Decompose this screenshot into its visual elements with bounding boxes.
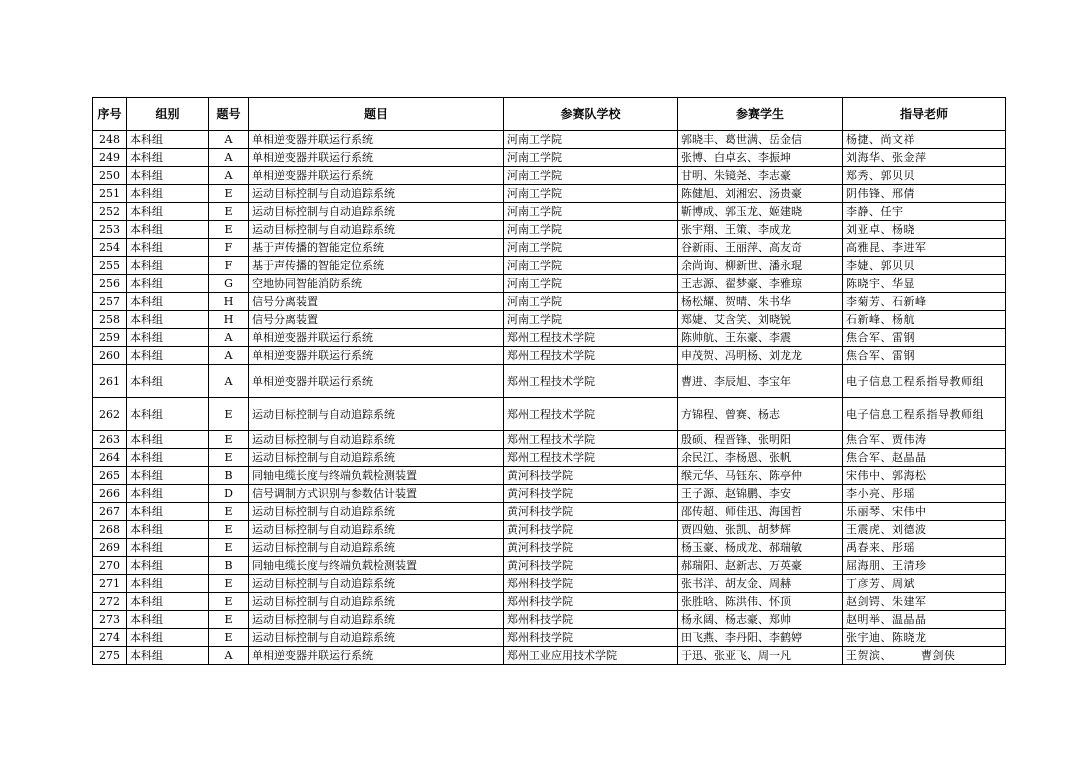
cell-topic: 单相逆变器并联运行系统 <box>249 647 504 665</box>
cell-advisors: 李小亮、彤瑶 <box>843 485 1006 503</box>
cell-advisors: 阴伟锋、邢倩 <box>843 185 1006 203</box>
cell-group: 本科组 <box>127 539 209 557</box>
table-body <box>93 131 1006 665</box>
cell-topic: 单相逆变器并联运行系统 <box>249 131 504 149</box>
cell-num: 270 <box>93 557 127 575</box>
cell-school: 黄河科技学院 <box>504 521 678 539</box>
cell-topic: 运动目标控制与自动追踪系统 <box>249 575 504 593</box>
cell-num: 260 <box>93 347 127 365</box>
table-row <box>93 293 1006 311</box>
cell-advisors: 李菊芳、石新峰 <box>843 293 1006 311</box>
cell-advisors: 禹春来、彤瑶 <box>843 539 1006 557</box>
cell-advisors: 李婕、郭贝贝 <box>843 257 1006 275</box>
cell-topic: 单相逆变器并联运行系统 <box>249 329 504 347</box>
header-students: 参赛学生 <box>678 98 843 131</box>
cell-num: 265 <box>93 467 127 485</box>
cell-group: 本科组 <box>127 221 209 239</box>
cell-num: 249 <box>93 149 127 167</box>
cell-group: 本科组 <box>127 431 209 449</box>
cell-topic: 信号调制方式识别与参数估计装置 <box>249 485 504 503</box>
cell-school: 黄河科技学院 <box>504 539 678 557</box>
cell-code: A <box>209 329 249 347</box>
header-advisors: 指导老师 <box>843 98 1006 131</box>
cell-students: 靳博成、郭玉龙、姬建晓 <box>678 203 843 221</box>
cell-advisors: 陈晓宇、华显 <box>843 275 1006 293</box>
cell-advisors: 郑秀、郭贝贝 <box>843 167 1006 185</box>
cell-topic: 运动目标控制与自动追踪系统 <box>249 521 504 539</box>
header-num: 序号 <box>93 98 127 131</box>
cell-num: 255 <box>93 257 127 275</box>
cell-topic: 单相逆变器并联运行系统 <box>249 167 504 185</box>
cell-group: 本科组 <box>127 575 209 593</box>
cell-group: 本科组 <box>127 557 209 575</box>
cell-group: 本科组 <box>127 347 209 365</box>
cell-students: 郑婕、艾含笑、刘晓锐 <box>678 311 843 329</box>
cell-advisors: 张宇迪、陈晓龙 <box>843 629 1006 647</box>
table-row <box>93 467 1006 485</box>
cell-group: 本科组 <box>127 311 209 329</box>
cell-topic: 信号分离装置 <box>249 293 504 311</box>
table-row <box>93 557 1006 575</box>
table-row <box>93 257 1006 275</box>
cell-group: 本科组 <box>127 398 209 431</box>
cell-advisors: 赵明举、温晶晶 <box>843 611 1006 629</box>
cell-students: 曹进、李辰旭、李宝年 <box>678 365 843 398</box>
cell-topic: 运动目标控制与自动追踪系统 <box>249 539 504 557</box>
cell-school: 郑州工程技术学院 <box>504 431 678 449</box>
cell-topic: 运动目标控制与自动追踪系统 <box>249 593 504 611</box>
cell-school: 河南工学院 <box>504 167 678 185</box>
cell-group: 本科组 <box>127 467 209 485</box>
cell-num: 254 <box>93 239 127 257</box>
table-row <box>93 575 1006 593</box>
cell-school: 郑州科技学院 <box>504 629 678 647</box>
cell-num: 250 <box>93 167 127 185</box>
cell-topic: 基于声传播的智能定位系统 <box>249 239 504 257</box>
cell-num: 269 <box>93 539 127 557</box>
cell-advisors: 电子信息工程系指导教师组 <box>843 398 1006 431</box>
table-row <box>93 449 1006 467</box>
cell-students: 郝瑞阳、赵新志、万英豪 <box>678 557 843 575</box>
cell-topic: 运动目标控制与自动追踪系统 <box>249 185 504 203</box>
cell-num: 258 <box>93 311 127 329</box>
cell-num: 273 <box>93 611 127 629</box>
cell-advisors: 高雅昆、李进军 <box>843 239 1006 257</box>
award-list-table <box>92 97 1006 665</box>
cell-students: 陈帅航、王东豪、李震 <box>678 329 843 347</box>
cell-topic: 同轴电缆长度与终端负载检测装置 <box>249 557 504 575</box>
header-school: 参赛队学校 <box>504 98 678 131</box>
cell-students: 甘明、朱镜尧、李志豪 <box>678 167 843 185</box>
cell-code: G <box>209 275 249 293</box>
cell-code: A <box>209 647 249 665</box>
cell-group: 本科组 <box>127 167 209 185</box>
cell-school: 郑州工程技术学院 <box>504 347 678 365</box>
cell-code: D <box>209 485 249 503</box>
cell-students: 陈健旭、刘湘宏、汤贵豪 <box>678 185 843 203</box>
table-row <box>93 167 1006 185</box>
table-row <box>93 539 1006 557</box>
cell-school: 河南工学院 <box>504 293 678 311</box>
cell-advisors: 刘海华、张金萍 <box>843 149 1006 167</box>
cell-group: 本科组 <box>127 185 209 203</box>
cell-students: 谷新雨、王丽萍、高友奇 <box>678 239 843 257</box>
cell-group: 本科组 <box>127 149 209 167</box>
cell-school: 河南工学院 <box>504 131 678 149</box>
cell-topic: 运动目标控制与自动追踪系统 <box>249 203 504 221</box>
cell-advisors: 王贺滨、 曹剑侠 <box>843 647 1006 665</box>
cell-code: H <box>209 293 249 311</box>
cell-group: 本科组 <box>127 629 209 647</box>
cell-code: E <box>209 629 249 647</box>
cell-advisors: 乐丽琴、宋伟中 <box>843 503 1006 521</box>
cell-num: 253 <box>93 221 127 239</box>
table-row <box>93 203 1006 221</box>
cell-school: 郑州工程技术学院 <box>504 365 678 398</box>
cell-code: E <box>209 185 249 203</box>
cell-code: B <box>209 557 249 575</box>
cell-num: 275 <box>93 647 127 665</box>
cell-advisors: 石新峰、杨航 <box>843 311 1006 329</box>
cell-school: 河南工学院 <box>504 221 678 239</box>
cell-students: 方锦程、曾赛、杨志 <box>678 398 843 431</box>
cell-group: 本科组 <box>127 503 209 521</box>
cell-advisors: 杨捷、尚文祥 <box>843 131 1006 149</box>
cell-school: 黄河科技学院 <box>504 467 678 485</box>
cell-school: 黄河科技学院 <box>504 557 678 575</box>
cell-students: 申茂贺、冯明杨、刘龙龙 <box>678 347 843 365</box>
cell-students: 王子源、赵锦鹏、李安 <box>678 485 843 503</box>
cell-num: 261 <box>93 365 127 398</box>
cell-topic: 信号分离装置 <box>249 311 504 329</box>
cell-students: 杨玉豪、杨成龙、郝瑞敏 <box>678 539 843 557</box>
cell-group: 本科组 <box>127 365 209 398</box>
cell-num: 262 <box>93 398 127 431</box>
cell-topic: 同轴电缆长度与终端负载检测装置 <box>249 467 504 485</box>
cell-topic: 运动目标控制与自动追踪系统 <box>249 221 504 239</box>
cell-students: 郭晓丰、葛世满、岳金信 <box>678 131 843 149</box>
cell-group: 本科组 <box>127 131 209 149</box>
cell-students: 邵传超、师佳迅、海国哲 <box>678 503 843 521</box>
cell-school: 河南工学院 <box>504 149 678 167</box>
cell-advisors: 刘亚卓、杨晓 <box>843 221 1006 239</box>
cell-students: 张书洋、胡友金、周赫 <box>678 575 843 593</box>
cell-code: E <box>209 203 249 221</box>
cell-group: 本科组 <box>127 329 209 347</box>
cell-group: 本科组 <box>127 275 209 293</box>
cell-group: 本科组 <box>127 203 209 221</box>
cell-students: 于迅、张亚飞、周一凡 <box>678 647 843 665</box>
cell-group: 本科组 <box>127 521 209 539</box>
cell-students: 余民江、李杨恩、张帆 <box>678 449 843 467</box>
cell-num: 252 <box>93 203 127 221</box>
cell-code: H <box>209 311 249 329</box>
header-code: 题号 <box>209 98 249 131</box>
cell-students: 杨永阔、杨志豪、郑帅 <box>678 611 843 629</box>
cell-group: 本科组 <box>127 257 209 275</box>
cell-group: 本科组 <box>127 593 209 611</box>
table-row <box>93 149 1006 167</box>
cell-code: E <box>209 221 249 239</box>
cell-advisors: 丁彦芳、周斌 <box>843 575 1006 593</box>
cell-school: 郑州科技学院 <box>504 575 678 593</box>
table-row <box>93 365 1006 398</box>
cell-advisors: 宋伟中、郭海松 <box>843 467 1006 485</box>
cell-school: 黄河科技学院 <box>504 503 678 521</box>
table-row <box>93 521 1006 539</box>
cell-topic: 运动目标控制与自动追踪系统 <box>249 503 504 521</box>
cell-code: A <box>209 149 249 167</box>
cell-students: 张博、白卓玄、李振坤 <box>678 149 843 167</box>
cell-students: 余尚询、柳新世、潘永琨 <box>678 257 843 275</box>
cell-school: 郑州工业应用技术学院 <box>504 647 678 665</box>
table-row <box>93 221 1006 239</box>
cell-num: 263 <box>93 431 127 449</box>
cell-code: A <box>209 365 249 398</box>
cell-code: E <box>209 539 249 557</box>
cell-students: 殷硕、程晋锋、张明阳 <box>678 431 843 449</box>
cell-school: 黄河科技学院 <box>504 485 678 503</box>
cell-group: 本科组 <box>127 239 209 257</box>
cell-code: B <box>209 467 249 485</box>
cell-topic: 单相逆变器并联运行系统 <box>249 149 504 167</box>
table-row <box>93 611 1006 629</box>
cell-school: 郑州科技学院 <box>504 593 678 611</box>
cell-students: 杨松耀、贺晴、朱书华 <box>678 293 843 311</box>
cell-students: 缑元华、马钰东、陈亭仲 <box>678 467 843 485</box>
cell-group: 本科组 <box>127 611 209 629</box>
cell-code: E <box>209 575 249 593</box>
cell-code: A <box>209 167 249 185</box>
cell-students: 王志源、翟梦豪、李雅琼 <box>678 275 843 293</box>
cell-school: 郑州工程技术学院 <box>504 449 678 467</box>
header-topic: 题目 <box>249 98 504 131</box>
cell-students: 张宇翔、王策、李成龙 <box>678 221 843 239</box>
cell-school: 河南工学院 <box>504 311 678 329</box>
cell-advisors: 焦合军、雷钢 <box>843 329 1006 347</box>
cell-code: A <box>209 347 249 365</box>
cell-students: 田飞燕、李丹阳、李鹤婷 <box>678 629 843 647</box>
cell-school: 河南工学院 <box>504 203 678 221</box>
cell-group: 本科组 <box>127 647 209 665</box>
cell-num: 248 <box>93 131 127 149</box>
cell-topic: 运动目标控制与自动追踪系统 <box>249 611 504 629</box>
cell-code: E <box>209 521 249 539</box>
cell-advisors: 李静、任宇 <box>843 203 1006 221</box>
cell-code: E <box>209 431 249 449</box>
cell-school: 河南工学院 <box>504 257 678 275</box>
table-row <box>93 629 1006 647</box>
cell-topic: 单相逆变器并联运行系统 <box>249 365 504 398</box>
cell-code: F <box>209 257 249 275</box>
table-row <box>93 131 1006 149</box>
cell-code: F <box>209 239 249 257</box>
table-row <box>93 431 1006 449</box>
table-row <box>93 239 1006 257</box>
cell-school: 郑州工程技术学院 <box>504 329 678 347</box>
cell-school: 河南工学院 <box>504 239 678 257</box>
cell-advisors: 焦合军、贾伟涛 <box>843 431 1006 449</box>
cell-advisors: 电子信息工程系指导教师组 <box>843 365 1006 398</box>
cell-num: 256 <box>93 275 127 293</box>
table-row <box>93 593 1006 611</box>
cell-advisors: 赵剑锷、朱建军 <box>843 593 1006 611</box>
cell-num: 267 <box>93 503 127 521</box>
cell-topic: 运动目标控制与自动追踪系统 <box>249 629 504 647</box>
cell-code: E <box>209 449 249 467</box>
table-row <box>93 275 1006 293</box>
table-row <box>93 185 1006 203</box>
table-row <box>93 311 1006 329</box>
cell-advisors: 王震虎、刘德波 <box>843 521 1006 539</box>
table-row <box>93 485 1006 503</box>
cell-school: 河南工学院 <box>504 185 678 203</box>
cell-num: 274 <box>93 629 127 647</box>
cell-code: E <box>209 593 249 611</box>
cell-code: E <box>209 611 249 629</box>
table-row <box>93 503 1006 521</box>
cell-advisors: 焦合军、赵晶晶 <box>843 449 1006 467</box>
cell-group: 本科组 <box>127 485 209 503</box>
cell-num: 272 <box>93 593 127 611</box>
cell-num: 259 <box>93 329 127 347</box>
cell-topic: 运动目标控制与自动追踪系统 <box>249 431 504 449</box>
cell-topic: 空地协同智能消防系统 <box>249 275 504 293</box>
cell-school: 河南工学院 <box>504 275 678 293</box>
header-group: 组别 <box>127 98 209 131</box>
cell-topic: 基于声传播的智能定位系统 <box>249 257 504 275</box>
cell-num: 271 <box>93 575 127 593</box>
cell-num: 268 <box>93 521 127 539</box>
cell-advisors: 屈海朋、王清珍 <box>843 557 1006 575</box>
cell-school: 郑州工程技术学院 <box>504 398 678 431</box>
cell-group: 本科组 <box>127 449 209 467</box>
table-row <box>93 647 1006 665</box>
cell-code: E <box>209 503 249 521</box>
cell-advisors: 焦合军、雷钢 <box>843 347 1006 365</box>
table-row <box>93 347 1006 365</box>
cell-students: 张胜晗、陈洪伟、怀顶 <box>678 593 843 611</box>
cell-school: 郑州科技学院 <box>504 611 678 629</box>
cell-num: 266 <box>93 485 127 503</box>
table-row <box>93 398 1006 431</box>
cell-code: A <box>209 131 249 149</box>
table-row <box>93 329 1006 347</box>
header-row <box>93 98 1006 131</box>
cell-topic: 运动目标控制与自动追踪系统 <box>249 449 504 467</box>
cell-num: 257 <box>93 293 127 311</box>
cell-num: 251 <box>93 185 127 203</box>
cell-topic: 运动目标控制与自动追踪系统 <box>249 398 504 431</box>
cell-group: 本科组 <box>127 293 209 311</box>
cell-code: E <box>209 398 249 431</box>
cell-students: 贾四勉、张凯、胡梦辉 <box>678 521 843 539</box>
cell-num: 264 <box>93 449 127 467</box>
cell-topic: 单相逆变器并联运行系统 <box>249 347 504 365</box>
